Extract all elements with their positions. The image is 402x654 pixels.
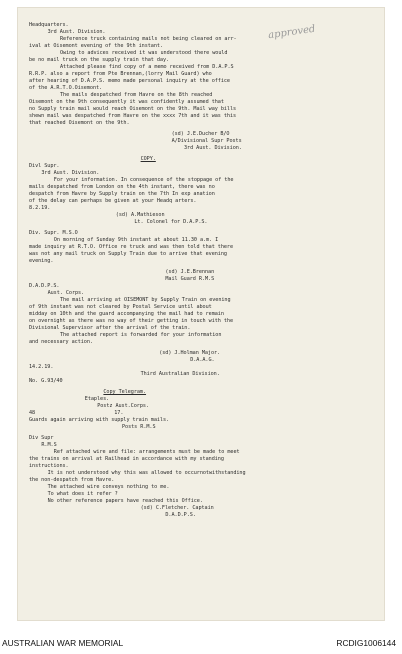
text-line: Oisemont on the 9th consequently it was confidently assumed that — [29, 99, 224, 105]
text-line: despatch from Havre by Supply train on the 7th In exp anation — [29, 191, 215, 197]
text-line: Etaples. — [84, 396, 110, 402]
text-line: A/Divisional Supr Posts — [171, 138, 242, 144]
text-line: Reference truck containing mails not being cleared on arr- — [60, 36, 237, 42]
text-line: Lt. Colonel for D.A.P.S. — [134, 219, 208, 225]
text-line: made inquiry at R.T.O. Office re truck and was then told that there — [29, 244, 234, 250]
text-line: midday on 10th and the guard accompanying the mail had to remain — [29, 311, 224, 317]
text-line: D.A.D.P.S. — [29, 283, 60, 289]
text-line: 3rd Aust. Division. — [47, 29, 106, 35]
text-line: of the A.R.T.O.Oisemont. — [29, 85, 103, 91]
footer-institution: AUSTRALIAN WAR MEMORIAL — [2, 638, 124, 648]
text-line: No other reference papers have reached this Office. — [47, 498, 203, 504]
text-line: on overnight as there was no way of their getting in touch with the — [29, 318, 234, 324]
text-line: 3rd Aust. Division. — [41, 170, 100, 176]
text-line: The mail arriving at OISEMONT by Supply Train on evening — [60, 297, 231, 303]
text-line: No. G.93/40 — [29, 378, 63, 384]
text-line: D.A.A.G. — [190, 357, 215, 363]
text-line: (sd) J.Holman Major. — [159, 350, 221, 356]
text-line: Mail Guard R.M.S — [165, 276, 215, 282]
text-line: Attached please find copy of a memo received from D.A.P.S — [60, 64, 234, 70]
text-line: 8.2.19. — [29, 205, 51, 211]
text-line: On morning of Sunday 9th instant at about 11.30 a.m. I — [53, 237, 219, 243]
text-line: Headquarters. — [29, 22, 69, 28]
text-line: mails despatched from London on the 4th instant, there was no — [29, 184, 215, 190]
text-line: be no mail truck on the supply train that day. — [29, 57, 170, 63]
text-line: R.R.P. also a report from Pte Brennan,(lorry Mail Guard) who — [29, 71, 212, 77]
text-line: of the delay can perhaps be given at your Headq arters. — [29, 198, 197, 204]
text-line: instructions. — [29, 463, 69, 469]
text-line: 48 17. — [29, 410, 124, 416]
document-page — [18, 8, 384, 620]
text-line: after hearing of D.A.P.S. memo made personal inquiry at the office — [29, 78, 230, 84]
footer-record-id: RCDIG1006144 — [336, 638, 396, 648]
text-line: that reached Oisemont on the 9th. — [29, 120, 130, 126]
text-line: For your information. In consequence of the stoppage of the — [53, 177, 234, 183]
text-line: Div. Supr. M.S.O — [29, 230, 78, 236]
text-line: shewn mail was despatched from Havre on the xxxx 7th and it was this — [29, 113, 237, 119]
pencil-annotation: approved — [267, 23, 317, 42]
text-line: and necessary action. — [29, 339, 93, 345]
text-line: was not any mail truck on Supply Train due to arrive that evening — [29, 251, 227, 257]
text-line: Copy Telegram. — [103, 389, 147, 395]
text-line: no Supply train mail would reach Oisemont on the 9th. Mail way bills — [29, 106, 237, 112]
text-line: COPY. — [140, 156, 156, 162]
text-line: R.M.S — [41, 442, 57, 448]
text-line: Aust. Corps. — [47, 290, 85, 296]
text-line: 14.2.19. — [29, 364, 54, 370]
text-line: It is not understood why this was allowed to occurnotwithstanding — [47, 470, 246, 476]
text-line: Postz Aust.Corps. — [97, 403, 149, 409]
text-line: (sd) C.Fletcher. Captain — [140, 505, 214, 511]
text-line: 3rd Aust. Division. — [184, 145, 242, 151]
text-line: Owing to advices received it was understood there would — [60, 50, 228, 56]
typed-memo-text — [29, 22, 378, 519]
text-line: the non-despatch from Havre. — [29, 477, 115, 483]
text-line: ival at Oisemont evening of the 9th instant. — [29, 43, 163, 49]
text-line: of 9th instant was not cleared by Postal Service until about — [29, 304, 212, 310]
text-line: Div Supr — [29, 435, 54, 441]
text-line: D.A.D.P.S. — [165, 512, 196, 518]
text-line: (sd) A.Mathieson — [115, 212, 165, 218]
text-line: Posts R.M.S — [122, 424, 156, 430]
text-line: Third Australian Division. — [140, 371, 220, 377]
text-line: Guards again arriving with supply train mails. — [29, 417, 170, 423]
text-line: (sd) J.E.Brennan — [165, 269, 215, 275]
text-line: The attached report is forwarded for your information — [60, 332, 222, 338]
text-line: Ref attached wire and file: arrangements must be made to meet — [53, 449, 240, 455]
text-line: evening. — [29, 258, 54, 264]
text-line: Divisional Supervisor after the arrival of the train. — [29, 325, 191, 331]
text-line: The mails despatched from Havre on the 8th reached — [60, 92, 213, 98]
text-line: To what does it refer ? — [47, 491, 118, 497]
text-line: The attached wire conveys nothing to me. — [47, 484, 170, 490]
text-line: the trains on arrival at Railhead in accordance with my standing — [29, 456, 224, 462]
archive-footer — [0, 638, 402, 652]
text-line: (sd) J.E.Ducher B/O — [171, 131, 230, 137]
text-line: Divl Supr. — [29, 163, 60, 169]
